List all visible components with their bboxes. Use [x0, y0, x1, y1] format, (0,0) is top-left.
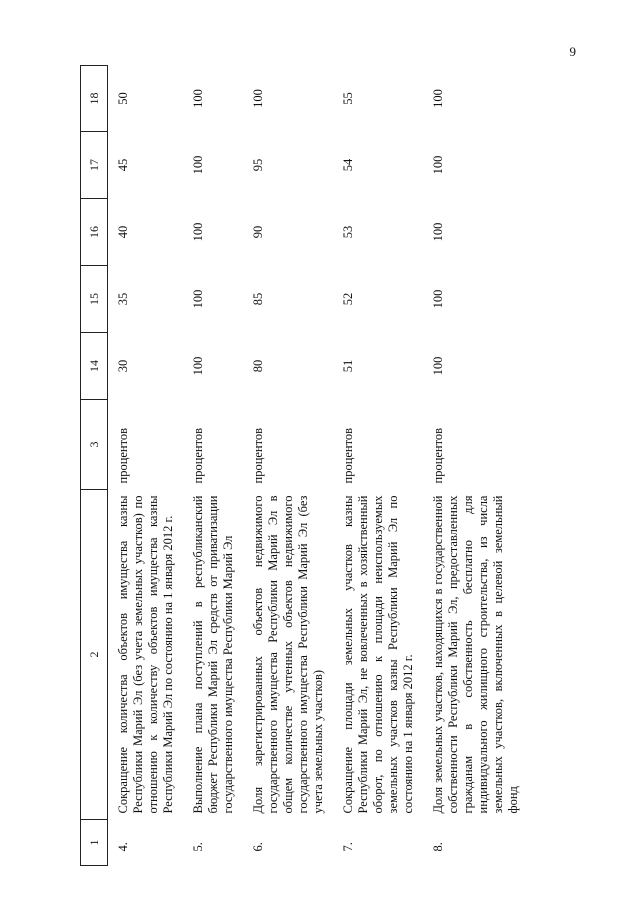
value-cell: 100: [191, 289, 205, 309]
value-cell: 100: [191, 356, 205, 376]
value-cell: 53: [341, 225, 355, 239]
value-cell: 80: [251, 359, 265, 373]
value-cell: 30: [116, 359, 130, 373]
table-header-row: [81, 66, 108, 866]
value-cell: 52: [341, 292, 355, 306]
header-cell: 2: [81, 490, 108, 820]
value-cell: 100: [431, 89, 445, 108]
indicator-text: Сокращение количества объектов имущества казны Республики Марий Эл (без учета земельных участков) по отношению к количеству объектов имущества казны Республики Марий Эл по состоянию на 1 января 2012 г.: [116, 495, 175, 814]
rotated-table-area: [80, 66, 586, 866]
value-cell: 100: [191, 222, 205, 242]
unit-cell: процентов: [191, 427, 205, 484]
unit-cell: процентов: [431, 427, 445, 484]
unit-cell: процентов: [341, 427, 355, 484]
value-cell: 90: [251, 225, 265, 239]
value-cell: 100: [431, 289, 445, 309]
value-cell: 100: [191, 155, 205, 175]
indicators-table: [80, 65, 521, 866]
row-number: 6.: [251, 842, 265, 852]
header-cell: 17: [81, 132, 108, 199]
value-cell: 50: [116, 92, 130, 105]
value-cell: 40: [116, 225, 130, 239]
header-cell: 14: [81, 333, 108, 400]
row-number: 5.: [191, 842, 205, 852]
unit-cell: процентов: [251, 427, 265, 484]
row-number: 8.: [431, 842, 445, 852]
table-row: [332, 66, 422, 866]
indicator-text: Доля земельных участков, находящихся в государственной собственности Республики Марий Эл, предоставленных гражданам в собственность бесплатно для индивидуального жилищного строительства, из числа земельных участков, включенных в целевой земельный фонд: [431, 495, 520, 814]
indicator-text: Сокращение площади земельных участков казны Республики Марий Эл, не вовлеченных в хозяйственный оборот, по отношению к площади неиспользуемых земельных участков казны Республики Марий Эл по состоянию на 1 января 2012 г.: [341, 495, 415, 814]
header-cell: 18: [81, 66, 108, 132]
value-cell: 35: [116, 292, 130, 306]
row-number: 7.: [341, 842, 355, 852]
value-cell: 54: [341, 158, 355, 172]
indicator-text: Выполнение плана поступлений в республиканский бюджет Республики Марий Эл средств от приватизации государственного имущества Республики Марий Эл: [191, 495, 235, 814]
value-cell: 100: [431, 356, 445, 376]
header-cell: 1: [81, 820, 108, 866]
table-row: [182, 66, 242, 866]
value-cell: 100: [251, 89, 265, 108]
value-cell: 55: [341, 92, 355, 105]
value-cell: 85: [251, 292, 265, 306]
unit-cell: процентов: [116, 427, 130, 484]
indicator-text: Доля зарегистрированных объектов недвижимого государственного имущества Республики Марий Эл в общем количестве учтенных объектов недвижимого государственного имущества Республики Марий Эл (без учета земельных участков): [251, 495, 325, 814]
value-cell: 100: [191, 89, 205, 108]
value-cell: 51: [341, 359, 355, 373]
header-cell: 15: [81, 266, 108, 333]
rotated-content: [80, 66, 586, 866]
header-cell: 16: [81, 199, 108, 266]
table-row: [242, 66, 332, 866]
table-row: [108, 66, 183, 866]
page-number: 9: [569, 44, 576, 59]
header-cell: 3: [81, 400, 108, 490]
value-cell: 95: [251, 158, 265, 172]
row-number: 4.: [116, 842, 130, 852]
value-cell: 100: [431, 222, 445, 242]
value-cell: 100: [431, 155, 445, 175]
value-cell: 45: [116, 158, 130, 172]
table-row: [422, 66, 521, 866]
